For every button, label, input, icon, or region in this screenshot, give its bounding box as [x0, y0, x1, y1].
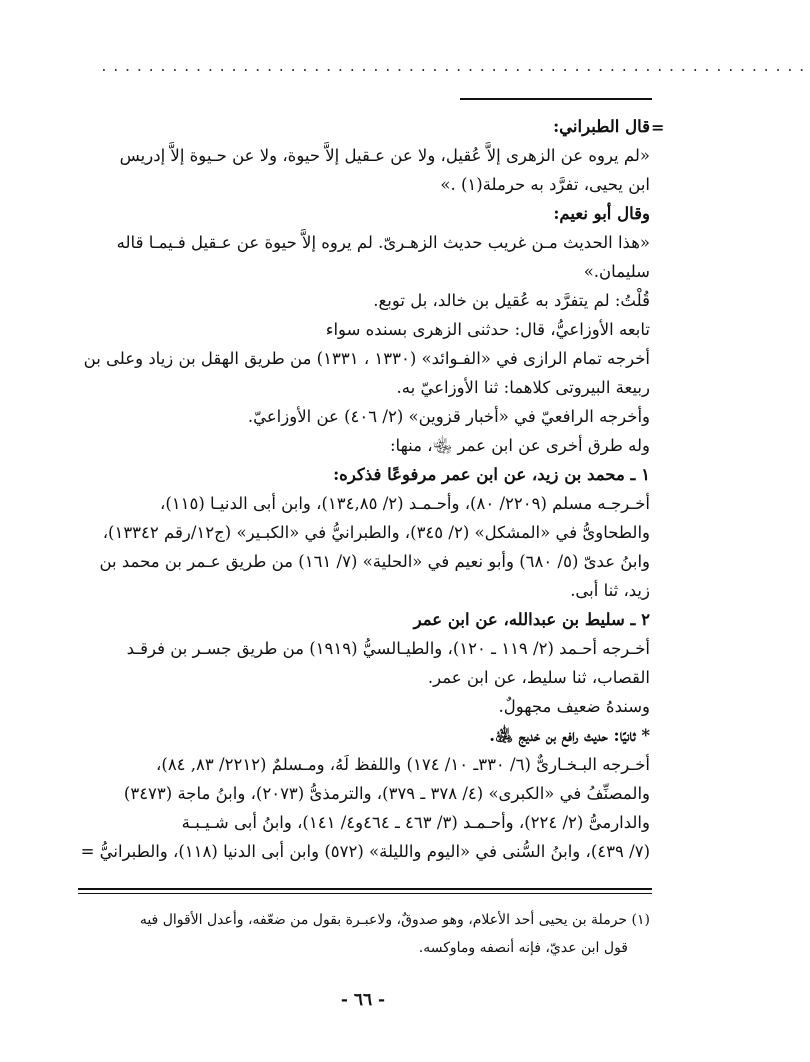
footnote-line: (١) حرملة بن يحيى أحد الأعلام، وهو صدوقٌ، ولاعبـرة بقول من ضعّفه، وأعدل الأقوال فيه — [139, 912, 650, 928]
heading-rafi: * ثانيًا: حديث رافع بن خديج ﵁. — [489, 726, 650, 745]
heading-salit: ٢ ـ سليط بن عبدالله، عن ابن عمر — [413, 610, 650, 629]
heading-tabarani: قال الطبراني: — [553, 117, 650, 136]
text-line: ابن يحيى، تفرَّد به حرملة(١) .» — [440, 175, 650, 194]
text-line: والطحاوىُّ في «المشكل» (٢/ ٣٤٥)، والطبرانيُّ في «الكبـير» (ج١٢/رقم ١٣٣٤٢)، — [102, 523, 650, 542]
text-line: أخـرجـه مسلم (٢٢٠٩/ ٨٠)، وأحـمـد (٢/ ١٣٤,٨٥)، وابن أبى الدنيـا (١١٥)، — [160, 494, 650, 513]
text-line: تابعه الأوزاعيُّ، قال: حدثنى الزهرى بسنده سواء — [325, 320, 650, 339]
text-line: وله طرق أخرى عن ابن عمر ﵄، منها: — [389, 436, 650, 455]
footnote-rule-thin — [78, 893, 652, 894]
text-line: أخـرجه أحـمد (٢/ ١١٩ ـ ١٢٠)، والطيـالسيُّ (١٩١٩) من طريق جسـر بن فرقـد — [126, 639, 650, 658]
text-line: وسندهُ ضعيف مجهولٌ. — [498, 697, 650, 716]
heading-muhammad-bin-zayd: ١ ـ محمد بن زيد، عن ابن عمر مرفوعًا فذكره: — [333, 465, 650, 484]
text-line: أخرجه تمام الرازى في «الفـوائد» (١٣٣٠ ، ١٣٣١) من طريق الهقل بن زياد وعلى بن — [83, 349, 650, 368]
text-line: «لم يروه عن الزهرى إلاَّ عُقيل، ولا عن عـقيل إلاَّ حيوة، ولا عن حـيوة إلاَّ إدريس — [119, 146, 650, 165]
text-line: وابنُ عدىّ (٥/ ٦٨٠) وأبو نعيم في «الحلية» (٧/ ١٦١) من طريق عـمر بن محمد بن — [99, 552, 650, 571]
text-line: سليمان.» — [583, 262, 650, 281]
footnote — [78, 906, 650, 962]
text-line: أخـرجه البـخـارىٌّ (٦/ ٣٣٠ـ ١٠/ ١٧٤) واللفظ لَهُ، ومـسلمٌ (٢٢١٢/ ٨٣, ٨٤)، — [156, 755, 650, 774]
footnote-rule — [78, 888, 652, 890]
top-rule — [460, 98, 652, 100]
text-line: القصاب، ثنا سليط، عن ابن عمر. — [427, 668, 650, 687]
page-number: - ٦٦ - — [340, 990, 386, 1010]
text-line: والدارمىُّ (٢/ ٢٢٤)، وأحـمـد (٣/ ٤٦٣ ـ ٤٦٤و٤/ ١٤١)، وابنُ أبى شـيـبـة — [181, 813, 650, 832]
main-text — [80, 112, 650, 866]
text-line: ربيعة البيروتى كلاهما: ثنا الأوزاعيّ به. — [396, 378, 650, 397]
continuation-marker: = — [651, 118, 665, 137]
text-line: (٧/ ٤٣٩)، وابنُ السُّنى في «اليوم والليلة» (٥٧٢) وابن أبى الدنيا (١١٨)، والطبرانيُّ = — [80, 842, 650, 861]
heading-abu-nuaym: وقال أبو نعيم: — [553, 204, 650, 223]
footnote-line: قول ابن عديّ، فإنه أنصفه وماوكسه. — [418, 940, 628, 956]
text-line: قُلْتُ: لم يتفرَّد به عُقيل بن خالد، بل توبع. — [373, 291, 650, 310]
text-line: زيد، ثنا أبى. — [570, 581, 650, 600]
text-line: «هذا الحديث مـن غريب حديث الزهـرىّ. لم يروه إلاَّ حيوة عن عـقيل فـيمـا قاله — [116, 233, 650, 252]
text-line: والمصنِّفُ في «الكبرى» (٤/ ٣٧٨ ـ ٣٧٩)، والترمذىُّ (٢٠٧٣)، وابنُ ماجة (٣٤٧٣) — [123, 784, 650, 803]
dotted-separator: ............................................................ — [100, 60, 810, 75]
text-line: وأخرجه الرافعيّ في «أخبار قزوين» (٢/ ٤٠٦) عن الأوزاعيّ. — [247, 407, 650, 426]
